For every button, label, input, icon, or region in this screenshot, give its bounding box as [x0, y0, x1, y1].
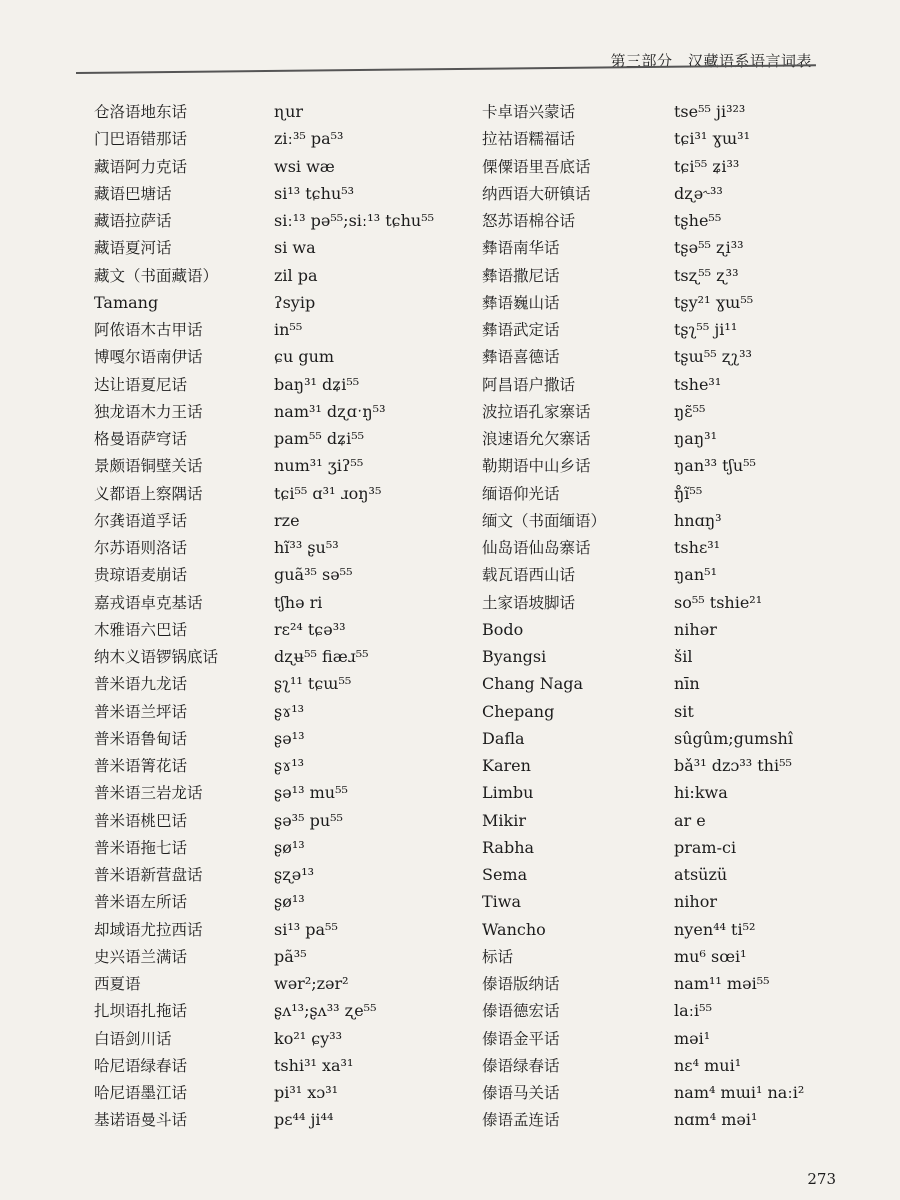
language-name: Bodo: [482, 619, 524, 639]
language-name: 彝语南华话: [482, 239, 560, 258]
language-name: 载瓦语西山话: [482, 566, 576, 585]
word-form: ziː³⁵ pa⁵³: [274, 129, 344, 149]
language-name: 傣语德宏话: [482, 1002, 560, 1021]
language-name: 普米语兰坪话: [94, 702, 188, 721]
word-form: wər²;zər²: [274, 974, 349, 993]
word-form: nihər: [674, 619, 717, 639]
word-form: tshɛ³¹: [674, 538, 721, 557]
word-form: bǎ³¹ dzɔ³³ thi⁵⁵: [674, 756, 792, 775]
word-form: ŋan⁵¹: [674, 565, 717, 585]
word-form: tɕi³¹ ɣɯ³¹: [674, 129, 751, 149]
word-form: šil: [674, 647, 693, 666]
language-name: 普米语桃巴话: [94, 811, 188, 830]
word-form: pram-ci: [674, 837, 737, 857]
word-form: tʂy²¹ ɣɯ⁵⁵: [674, 292, 754, 312]
language-name: 普米语鲁甸话: [94, 729, 188, 748]
page-number: 273: [807, 1170, 836, 1188]
word-form: wsi wæ: [274, 156, 335, 176]
language-name: 彝语撒尼话: [482, 266, 560, 285]
language-name: 彝语巍山话: [482, 293, 560, 312]
word-form: ŋɛ̃⁵⁵: [674, 401, 706, 421]
word-form: ʂʌ¹³;ʂʌ³³ ʐe⁵⁵: [274, 1001, 377, 1021]
word-form: sit: [674, 701, 694, 721]
language-name: 普米语箐花话: [94, 757, 188, 775]
word-form: tʂʅ⁵⁵ ji¹¹: [674, 320, 738, 339]
word-form: tɕi⁵⁵ ɑ³¹ ɹoŋ³⁵: [274, 483, 382, 503]
word-form: atsüzü: [674, 865, 728, 884]
language-name: 义都语上察隅话: [94, 484, 203, 503]
word-form: laːi⁵⁵: [674, 1001, 712, 1021]
word-form: ŋ̊ĩ⁵⁵: [674, 483, 703, 503]
word-form: siː¹³ pə⁵⁵;siː¹³ tɕhu⁵⁵: [274, 211, 435, 230]
running-header: 第三部分 汉藏语系语言词表: [610, 52, 812, 70]
word-form: hnɑŋ³: [674, 510, 722, 530]
word-form: num³¹ ʒiʔ⁵⁵: [274, 456, 364, 476]
word-form: baŋ³¹ dʑi⁵⁵: [274, 374, 360, 394]
language-name: 木雅语六巴话: [94, 620, 188, 639]
word-form: məi¹: [674, 1028, 711, 1048]
word-form: tʃhə ri: [274, 592, 323, 612]
language-name: 标话: [482, 947, 514, 966]
language-name: Tamang: [94, 292, 159, 312]
word-form: ʂʐə¹³: [274, 865, 315, 884]
language-name: 普米语九龙话: [94, 675, 188, 694]
language-name: Dafla: [482, 728, 525, 748]
word-form: tʂhe⁵⁵: [674, 211, 722, 230]
word-form: zil pa: [274, 265, 318, 285]
language-name: 彝语武定话: [482, 321, 560, 339]
word-form: pã³⁵: [274, 946, 307, 966]
word-form: ʂɤ¹³: [274, 756, 305, 775]
word-form: hi:kwa: [674, 783, 728, 803]
word-form: pɛ⁴⁴ ji⁴⁴: [274, 1110, 334, 1130]
language-name: Wancho: [482, 919, 546, 939]
word-form: ʔsyip: [274, 292, 316, 312]
language-name: Limbu: [482, 783, 534, 803]
language-name: 浪速语允欠寨话: [482, 430, 591, 448]
word-form: ɳur: [274, 102, 304, 121]
language-name: Tiwa: [482, 892, 522, 912]
language-name: 藏语拉萨话: [94, 212, 172, 230]
word-form: tse⁵⁵ ji³²³: [674, 102, 746, 121]
word-form: nihor: [674, 892, 718, 912]
word-form: rze: [274, 510, 300, 530]
word-form: dʐə˞³³: [674, 183, 723, 203]
language-name: 傣语孟连话: [482, 1111, 560, 1130]
word-form: pi³¹ xɔ³¹: [274, 1083, 339, 1102]
language-name: 基诺语曼斗话: [94, 1111, 188, 1130]
language-name: 傣语版纳话: [482, 975, 560, 993]
word-form: nam³¹ dʐɑˑŋ⁵³: [274, 401, 386, 421]
word-form: ar e: [674, 810, 706, 830]
language-name: 哈尼语墨江话: [94, 1084, 188, 1102]
language-name: 普米语新营盘话: [94, 866, 203, 884]
language-name: Karen: [482, 756, 531, 775]
language-name: 独龙语木力王话: [94, 402, 203, 421]
word-form: si¹³ pa⁵⁵: [274, 919, 338, 939]
word-form: si wa: [274, 238, 316, 258]
word-form: ʂø¹³: [274, 892, 305, 912]
language-name: 傣语马关话: [482, 1084, 560, 1102]
language-name: 博嘎尔语南伊话: [94, 348, 203, 367]
language-name: Byangsi: [482, 647, 547, 666]
language-name: Mikir: [482, 810, 526, 830]
language-name: 拉祜语糯福话: [482, 130, 576, 149]
language-name: 仙岛语仙岛寨话: [482, 539, 591, 557]
word-form: rɛ²⁴ tɕə³³: [274, 619, 346, 639]
word-form: guã³⁵ sə⁵⁵: [274, 565, 353, 585]
language-name: 扎坝语扎拖话: [94, 1002, 188, 1021]
language-name: 哈尼语绿春话: [94, 1056, 188, 1075]
language-name: 藏语夏河话: [94, 239, 172, 258]
language-name: 却域语尤拉西话: [94, 920, 203, 939]
language-name: Chepang: [482, 701, 555, 721]
word-form: mu⁶ sœi¹: [674, 946, 747, 966]
language-name: 达让语夏尼话: [94, 375, 188, 394]
language-name: 尔苏语则洛话: [94, 539, 188, 557]
word-form: pam⁵⁵ dʑi⁵⁵: [274, 429, 365, 448]
language-name: 尔龚语道孚话: [94, 511, 188, 530]
word-form: tshi³¹ xa³¹: [274, 1055, 354, 1075]
language-name: 嘉戎语卓克基话: [94, 593, 203, 612]
language-name: 普米语拖七话: [94, 838, 188, 857]
language-name: 波拉语孔家寨话: [482, 402, 591, 421]
language-name: 贵琼语麦崩话: [94, 566, 188, 585]
language-name: 景颇语铜壁关话: [94, 457, 203, 476]
word-form: tʂɯ⁵⁵ ʐʅ³³: [674, 347, 752, 367]
word-form: tɕi⁵⁵ ʑi³³: [674, 156, 740, 176]
word-form: ʂø¹³: [274, 837, 305, 857]
word-form: tʂə⁵⁵ ʐi³³: [674, 238, 744, 258]
language-name: 阿昌语户撒话: [482, 375, 576, 394]
language-name: 缅文（书面缅语）: [482, 511, 607, 530]
language-name: 怒苏语棉谷话: [482, 212, 576, 230]
word-form: sûgûm;gumshî: [674, 728, 793, 748]
language-name: 藏文（书面藏语）: [94, 266, 219, 285]
word-form: nam⁴ mɯi¹ naːi²: [674, 1083, 805, 1102]
word-form: ŋaŋ³¹: [674, 429, 717, 448]
word-form: so⁵⁵ tshie²¹: [674, 592, 763, 612]
language-name: 阿侬语木古甲话: [94, 321, 203, 339]
word-form: ko²¹ ɕy³³: [274, 1028, 343, 1048]
word-form: nɛ⁴ mui¹: [674, 1055, 742, 1075]
word-form: si¹³ tɕhu⁵³: [274, 183, 355, 203]
language-name: Chang Naga: [482, 674, 584, 694]
language-name: 缅语仰光话: [482, 484, 560, 503]
language-name: 普米语左所话: [94, 893, 188, 912]
language-name: 格曼语萨穹话: [94, 430, 188, 448]
language-name: 勒期语中山乡话: [482, 457, 591, 476]
word-form: ɕu gum: [274, 347, 335, 367]
word-form: tsʐ⁵⁵ ʐ³³: [674, 265, 739, 285]
word-form: in⁵⁵: [274, 320, 303, 339]
word-form: nyen⁴⁴ ti⁵²: [674, 919, 756, 939]
language-name: 傣语金平话: [482, 1029, 560, 1048]
word-form: ʂɤ¹³: [274, 701, 305, 721]
word-form: ŋan³³ tʃu⁵⁵: [674, 456, 756, 476]
language-name: 土家语坡脚话: [482, 593, 576, 612]
word-form: ʂʅ¹¹ tɕɯ⁵⁵: [274, 674, 352, 694]
language-name: Sema: [482, 865, 528, 884]
language-name: 纳木义语锣锅底话: [94, 648, 219, 666]
language-name: 史兴语兰满话: [94, 947, 188, 966]
language-name: 藏语巴塘话: [94, 184, 172, 203]
word-form: hĩ³³ ʂu⁵³: [274, 538, 339, 557]
language-name: Rabha: [482, 837, 535, 857]
word-form: ʂə³⁵ pu⁵⁵: [274, 810, 343, 830]
language-name: 西夏语: [94, 975, 141, 993]
word-form: nɑm⁴ məi¹: [674, 1110, 758, 1130]
language-name: 卡卓语兴蒙话: [482, 103, 576, 121]
word-form: nam¹¹ məi⁵⁵: [674, 974, 770, 993]
language-name: 傈僳语里吾底话: [482, 157, 591, 176]
word-form: nīn: [674, 674, 700, 694]
language-name: 普米语三岩龙话: [94, 784, 203, 803]
language-name: 藏语阿力克话: [94, 157, 188, 176]
language-name: 仓洛语地东话: [94, 103, 188, 121]
word-form: ʂə¹³ mu⁵⁵: [274, 783, 348, 803]
word-form: dʐʉ⁵⁵ fiæɹ⁵⁵: [274, 647, 369, 666]
word-form: ʂə¹³: [274, 728, 305, 748]
language-name: 纳西语大研镇话: [482, 184, 591, 203]
language-name: 门巴语错那话: [94, 130, 188, 149]
language-name: 彝语喜德话: [482, 348, 560, 367]
word-form: tshe³¹: [674, 374, 722, 394]
language-name: 白语剑川话: [94, 1029, 172, 1048]
language-name: 傣语绿春话: [482, 1056, 560, 1075]
